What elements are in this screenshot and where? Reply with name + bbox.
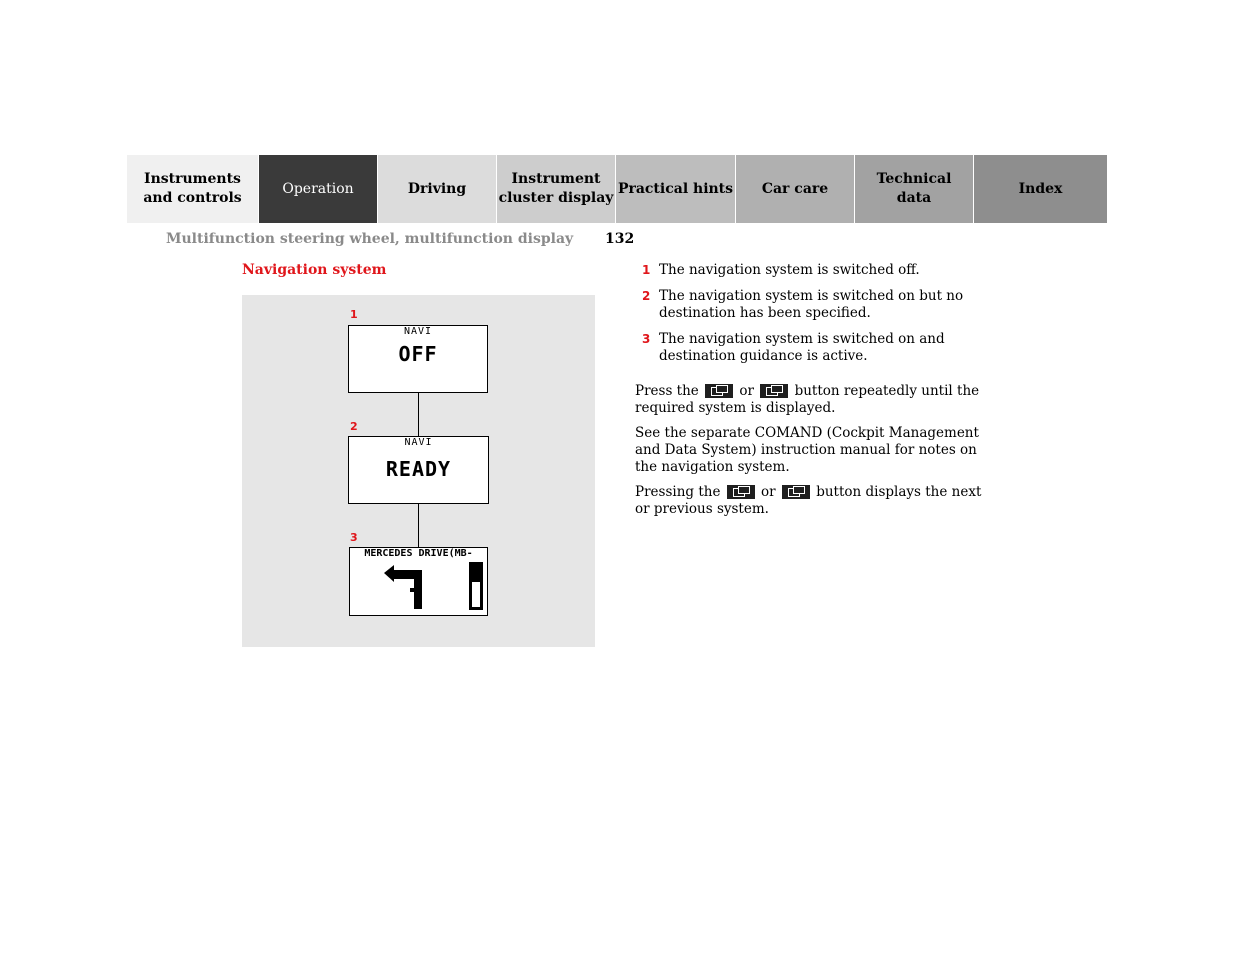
item-text: The navigation system is switched on but no destination has been specified. [659, 288, 964, 321]
tab-label: Index [1018, 180, 1063, 197]
text: or [761, 484, 776, 500]
display-ready [348, 436, 489, 504]
item-number: 3 [642, 332, 651, 346]
tab-label: Driving [407, 180, 467, 197]
text: or [739, 383, 754, 399]
display-select-button-icon [727, 485, 755, 499]
display-main-text: READY [385, 457, 452, 481]
display-off [348, 325, 488, 393]
tab-label: Operation [282, 180, 354, 197]
figure-label-2: 2 [350, 420, 358, 433]
tab-technical-data[interactable] [855, 155, 974, 223]
tab-car-care[interactable] [736, 155, 855, 223]
figure-label-1: 1 [350, 308, 358, 321]
tab-label: Instruments and controls [143, 171, 242, 206]
tab-instrument-cluster-display[interactable] [497, 155, 616, 223]
tab-index[interactable] [974, 155, 1107, 223]
text: button displays the next or previous system. [635, 484, 982, 517]
page-title: Navigation system [242, 262, 387, 278]
section-header: Multifunction steering wheel, multifunction display [166, 231, 574, 247]
text: button repeatedly until the required system is displayed. [635, 383, 980, 416]
item-number: 2 [642, 289, 651, 303]
page-number: 132 [605, 231, 635, 247]
display-select-button-icon [705, 384, 733, 398]
tab-label: Instrument cluster display [498, 171, 614, 206]
tab-label: Technical data [876, 171, 952, 206]
display-select-button-icon [782, 485, 810, 499]
item-text: The navigation system is switched off. [659, 262, 920, 278]
text: Press the [635, 383, 699, 399]
figure-label-3: 3 [350, 531, 358, 544]
display-top-text: MERCEDES DRIVE(MB- [364, 548, 473, 559]
tab-instruments-and-controls[interactable] [127, 155, 259, 223]
instruction-paragraph [635, 383, 985, 417]
list-item [642, 331, 982, 365]
item-number: 1 [642, 263, 651, 277]
list-item [642, 262, 982, 279]
instruction-paragraph [635, 484, 985, 518]
item-text: The navigation system is switched on and destination guidance is active. [659, 331, 945, 364]
list-item [642, 288, 982, 322]
tab-operation[interactable] [259, 155, 378, 223]
display-top-text: NAVI [403, 326, 433, 337]
tab-driving[interactable] [378, 155, 497, 223]
display-guidance [349, 547, 488, 616]
display-select-button-icon [760, 384, 788, 398]
display-main-text: OFF [398, 342, 438, 366]
chapter-tabs [127, 155, 1107, 223]
connector-line [418, 504, 419, 547]
display-top-text: NAVI [404, 437, 433, 448]
navigation-display-figure [242, 295, 595, 647]
tab-label: Practical hints [617, 180, 734, 197]
legend-list [642, 262, 982, 374]
connector-line [418, 393, 419, 436]
tab-label: Car care [761, 180, 829, 197]
tab-practical-hints[interactable] [616, 155, 736, 223]
turn-left-arrow-icon [350, 548, 486, 614]
comand-note-paragraph: See the separate COMAND (Cockpit Management and Data System) instruction manual for notes on the navigation system. [635, 425, 979, 475]
text: Pressing the [635, 484, 721, 500]
